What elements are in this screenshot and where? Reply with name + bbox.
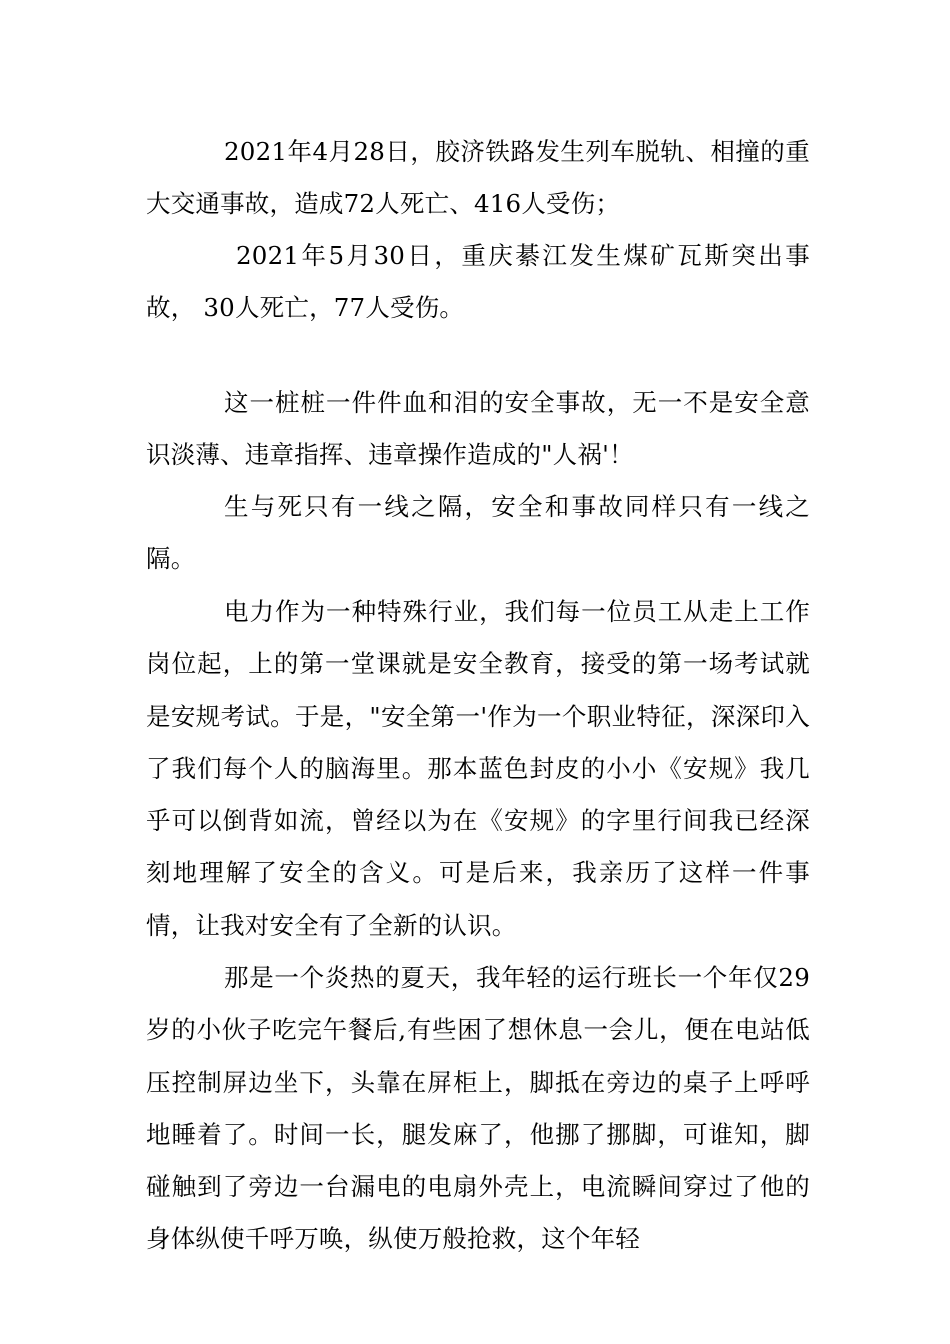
paragraph-human-caused-accidents: 这一桩桩一件件血和泪的安全事故，无一不是安全意识淡薄、违章指挥、违章操作造成的"人祸'！ [146,388,810,470]
paragraph-jiaoji-railway-accident: 2021年4月28日，胶济铁路发生列车脱轨、相撞的重大交通事故，造成72人死亡、416人受伤； [146,137,810,219]
paragraph-life-and-death: 生与死只有一线之隔，安全和事故同样只有一线之隔。 [146,492,810,574]
paragraph-power-industry-safety: 电力作为一种特殊行业，我们每一位员工从走上工作岗位起，上的第一堂课就是安全教育，接受的第一场考试就是安规考试。于是，"安全第一'作为一个职业特征，深深印入了我们每个人的脑海里。那本蓝色封皮的小小《安规》我几乎可以倒背如流，曾经以为在《安规》的字里行间我已经深刻地理解了安全的含义。可是后来，我亲历了这样一件事情，让我对安全有了全新的认识。 [146,597,810,940]
paragraph-summer-incident: 那是一个炎热的夏天，我年轻的运行班长一个年仅29岁的小伙子吃完午餐后,有些困了想休息一会儿，便在电站低压控制屏边坐下，头靠在屏柜上，脚抵在旁边的桌子上呼呼地睡着了。时间一长，腿发麻了，他挪了挪脚，可谁知，脚碰触到了旁边一台漏电的电扇外壳上，电流瞬间穿过了他的身体纵使千呼万唤，纵使万般抢救，这个年轻 [146,963,810,1254]
paragraph-chongqing-mine-accident: 2021年5月30日，重庆綦江发生煤矿瓦斯突出事故， 30人死亡，77人受伤。 [146,241,810,323]
